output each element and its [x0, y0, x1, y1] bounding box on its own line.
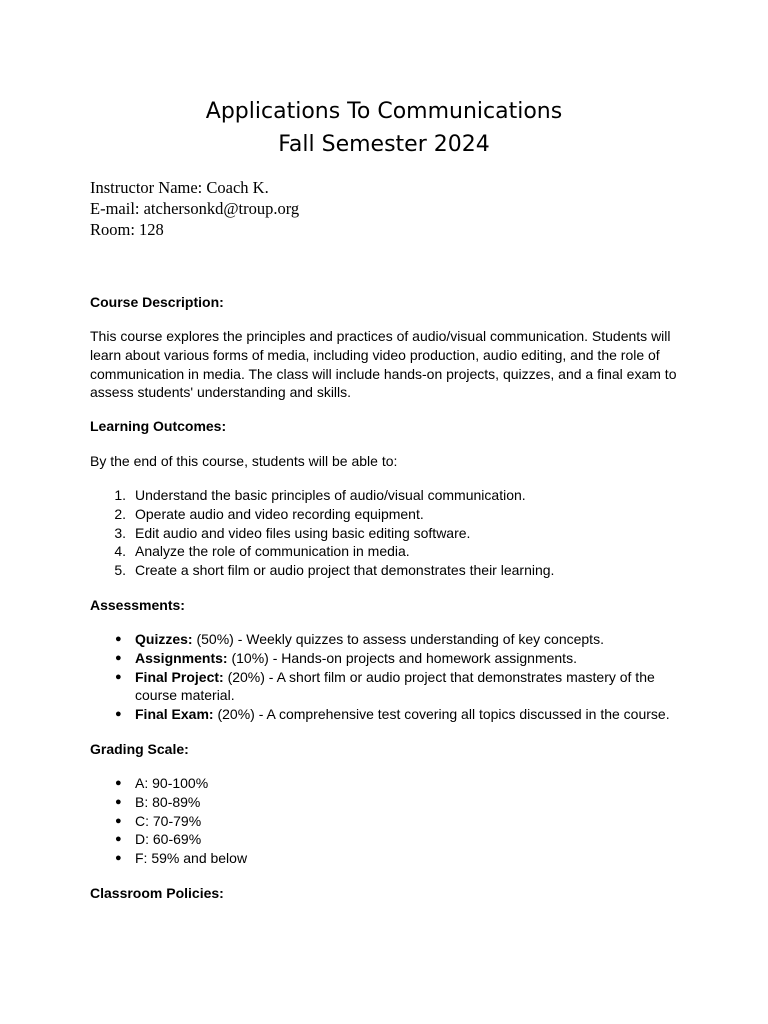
list-item	[90, 524, 690, 543]
assessments-heading: Assessments:	[90, 597, 185, 613]
bullet-icon: ●	[115, 633, 122, 645]
list-item	[90, 630, 690, 649]
learning-outcomes-heading: Learning Outcomes:	[90, 418, 227, 434]
list-number: 2.	[114, 505, 126, 522]
list-item	[90, 774, 690, 793]
instructor-info	[90, 177, 299, 240]
list-item	[90, 505, 690, 524]
instructor-name: Instructor Name: Coach K.	[90, 178, 269, 197]
list-item	[90, 561, 690, 580]
list-number: 5.	[114, 562, 126, 579]
list-number: 1.	[114, 487, 126, 503]
list-item	[90, 705, 690, 724]
bullet-icon: ●	[115, 708, 122, 721]
list-item	[90, 830, 690, 849]
title-line-1: Applications To Communications	[205, 99, 563, 124]
assessment-label: Quizzes:	[135, 631, 193, 647]
list-item-text: Operate audio and video recording equipment.	[135, 505, 424, 522]
list-item	[90, 793, 690, 812]
grading-scale-heading: Grading Scale:	[90, 741, 189, 757]
grade-item: B: 80-89%	[135, 793, 201, 810]
assessment-label: Assignments:	[135, 649, 228, 666]
assessment-label: Final Exam:	[135, 706, 214, 723]
assessment-label: Final Project:	[135, 668, 224, 685]
list-item-text: Create a short film or audio project that demonstrates their learning.	[135, 562, 555, 579]
assessment-text: (10%) - Hands-on projects and homework assignments.	[227, 649, 577, 666]
classroom-policies-heading: Classroom Policies:	[90, 885, 224, 901]
instructor-room: Room: 128	[90, 220, 164, 239]
grade-item: A: 90-100%	[135, 775, 209, 791]
list-item-text: Understand the basic principles of audio/visual communication.	[135, 487, 526, 503]
learning-outcomes-list	[90, 486, 690, 580]
grade-item: F: 59% and below	[135, 850, 248, 867]
course-description-heading: Course Description:	[90, 294, 224, 310]
bullet-icon: ●	[115, 852, 122, 865]
list-item	[90, 486, 690, 505]
assessment-text: (20%) - A short film or audio project that demonstrates mastery of the course material.	[135, 668, 655, 704]
bullet-icon: ●	[115, 814, 122, 827]
title-line-2: Fall Semester 2024	[278, 132, 490, 157]
bullet-icon: ●	[115, 795, 122, 808]
assessments-list	[90, 630, 690, 724]
list-number: 4.	[114, 543, 126, 560]
list-item-text: Analyze the role of communication in media.	[135, 543, 410, 560]
learning-outcomes-intro: By the end of this course, students will be able to:	[90, 453, 398, 469]
assessment-text: (50%) - Weekly quizzes to assess understanding of key concepts.	[192, 631, 604, 647]
bullet-icon: ●	[115, 651, 122, 664]
grade-item: C: 70-79%	[135, 812, 202, 829]
list-item	[90, 849, 690, 868]
bullet-icon: ●	[115, 777, 122, 789]
bullet-icon: ●	[115, 670, 122, 683]
instructor-email: E-mail: atchersonkd@troup.org	[90, 199, 300, 218]
bullet-icon: ●	[115, 833, 122, 846]
grading-scale-list	[90, 774, 690, 868]
list-item	[90, 649, 690, 668]
list-number: 3.	[114, 524, 126, 541]
grade-item: D: 60-69%	[135, 831, 202, 848]
course-description-text: This course explores the principles and practices of audio/visual communication. Students will learn about various forms of media, including video production, audio editing, and the role of communication in media. The class will include hands-on projects, quizzes, and a final exam to assess students' understanding and skills.	[90, 328, 677, 401]
assessment-text: (20%) - A comprehensive test covering all topics discussed in the course.	[213, 706, 670, 723]
document-title	[0, 95, 768, 161]
list-item	[90, 668, 690, 706]
course-description-body	[90, 327, 680, 402]
list-item	[90, 542, 690, 561]
list-item-text: Edit audio and video files using basic editing software.	[135, 524, 471, 541]
list-item	[90, 812, 690, 831]
